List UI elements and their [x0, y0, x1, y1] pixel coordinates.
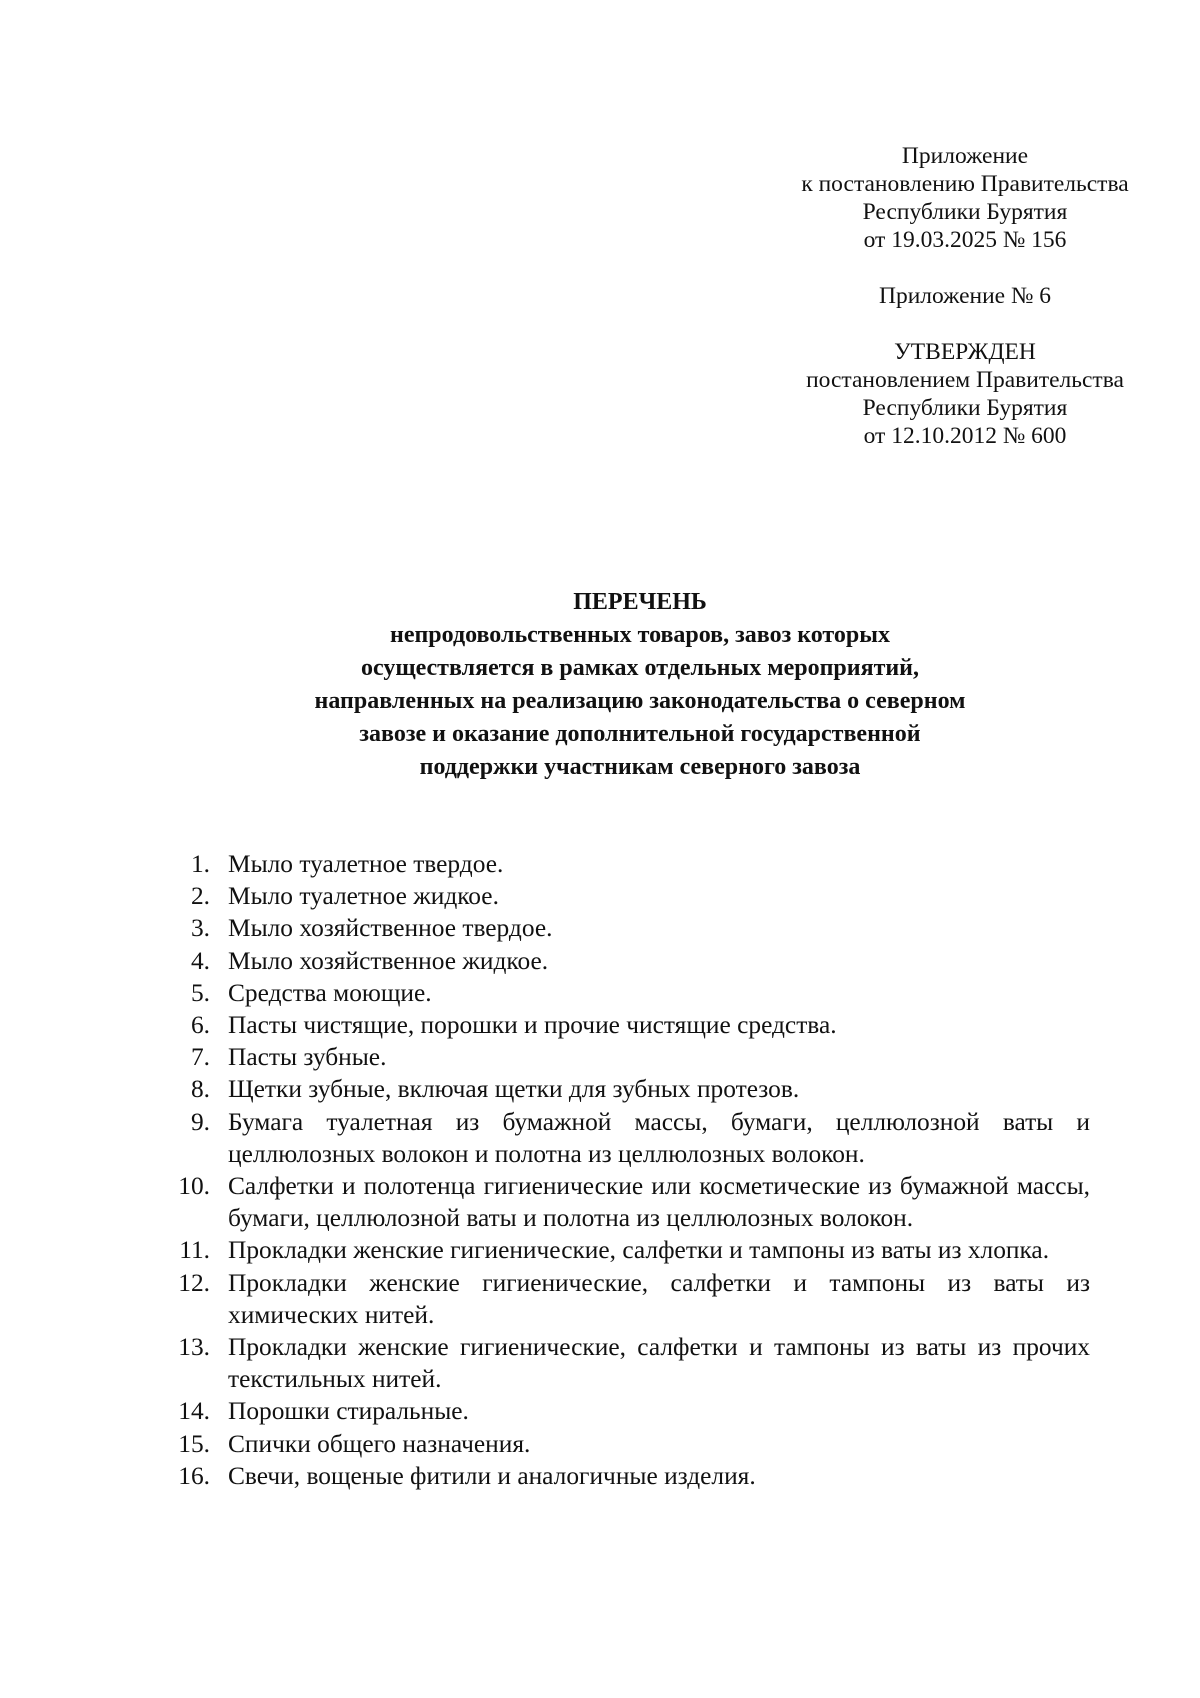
list-item-number: 11.	[179, 1236, 210, 1265]
list-item-text: Спички общего назначения.	[228, 1429, 531, 1458]
list-item	[158, 1395, 1090, 1427]
list-item-text: Свечи, вощеные фитили и аналогичные изделия.	[228, 1461, 756, 1490]
approval-line: УТВЕРЖДЕН	[894, 339, 1036, 365]
list-item	[158, 1106, 1090, 1170]
list-item-text: Щетки зубные, включая щетки для зубных протезов.	[228, 1075, 800, 1104]
list-item	[158, 1428, 1090, 1460]
list-item	[158, 1009, 1090, 1041]
list-item	[158, 848, 1090, 880]
list-item	[158, 1170, 1090, 1234]
title-heading: ПЕРЕЧЕНЬ	[573, 589, 707, 615]
list-item-text: Прокладки женские гигиенические, салфетки и тампоны из ваты из хлопка.	[228, 1236, 1050, 1265]
list-item-number: 13.	[178, 1333, 210, 1362]
list-item-text: Мыло хозяйственное твердое.	[228, 914, 553, 943]
list-item-number: 4.	[190, 946, 210, 975]
list-item-number: 2.	[190, 882, 210, 911]
list-item-text: Мыло туалетное жидкое.	[228, 882, 499, 911]
list-item	[158, 977, 1090, 1009]
list-item-text: Пасты чистящие, порошки и прочие чистящие средства.	[228, 1011, 837, 1040]
attachment-line: Республики Бурятия	[862, 199, 1068, 225]
list-item-number: 16.	[178, 1461, 210, 1490]
list-item-number: 8.	[190, 1075, 210, 1104]
attachment-line: от 19.03.2025 № 156	[863, 227, 1067, 253]
list-item-text: Салфетки и полотенца гигиенические или косметические из бумажной массы, бумаги, целлюлозной ваты и полотна из целлюлозных волокон.	[228, 1172, 1090, 1233]
list-item-number: 1.	[190, 850, 210, 878]
document-title	[160, 586, 1120, 784]
goods-list	[158, 848, 1090, 1492]
list-item-text: Средства моющие.	[228, 978, 432, 1007]
list-item-text: Мыло хозяйственное жидкое.	[228, 946, 549, 975]
title-subtitle-line: поддержки участникам северного завоза	[419, 754, 861, 780]
list-item	[158, 1041, 1090, 1073]
list-item-text: Порошки стиральные.	[228, 1397, 469, 1426]
title-subtitle-line: завозе и оказание дополнительной государственной	[359, 721, 921, 747]
list-item-number: 3.	[190, 914, 210, 943]
list-item	[158, 880, 1090, 912]
attachment-line: Приложение	[901, 143, 1029, 169]
approval-line: от 12.10.2012 № 600	[863, 423, 1067, 449]
approval-line: Республики Бурятия	[862, 395, 1068, 421]
attachment-header	[730, 142, 1200, 450]
list-item-number: 5.	[190, 978, 210, 1007]
list-item-number: 14.	[178, 1397, 210, 1426]
appendix-number: Приложение № 6	[878, 283, 1052, 309]
list-item	[158, 912, 1090, 944]
list-item	[158, 1460, 1090, 1492]
list-item-text: Мыло туалетное твердое.	[228, 850, 504, 878]
list-item-number: 15.	[178, 1429, 210, 1458]
list-item-text: Пасты зубные.	[228, 1043, 387, 1072]
title-subtitle-line: направленных на реализацию законодательства о северном	[314, 688, 966, 714]
list-item	[158, 1267, 1090, 1331]
list-item-number: 6.	[190, 1011, 210, 1040]
list-item-number: 9.	[190, 1107, 210, 1136]
title-subtitle-line: осуществляется в рамках отдельных мероприятий,	[360, 655, 920, 681]
list-item-number: 7.	[190, 1043, 210, 1072]
attachment-line: к постановлению Правительства	[801, 171, 1129, 197]
approval-line: постановлением Правительства	[806, 367, 1124, 393]
title-subtitle-line: непродовольственных товаров, завоз которых	[390, 622, 890, 648]
list-item-text: Прокладки женские гигиенические, салфетки и тампоны из ваты из прочих текстильных нитей.	[228, 1333, 1090, 1394]
list-item-number: 12.	[178, 1268, 210, 1297]
list-item	[158, 1234, 1090, 1266]
list-item	[158, 1331, 1090, 1395]
list-item	[158, 945, 1090, 977]
list-item	[158, 1073, 1090, 1105]
list-item-number: 10.	[178, 1172, 210, 1201]
list-item-text: Бумага туалетная из бумажной массы, бумаги, целлюлозной ваты и целлюлозных волокон и полотна из целлюлозных волокон.	[228, 1107, 1090, 1168]
list-item-text: Прокладки женские гигиенические, салфетки и тампоны из ваты из химических нитей.	[228, 1268, 1090, 1329]
